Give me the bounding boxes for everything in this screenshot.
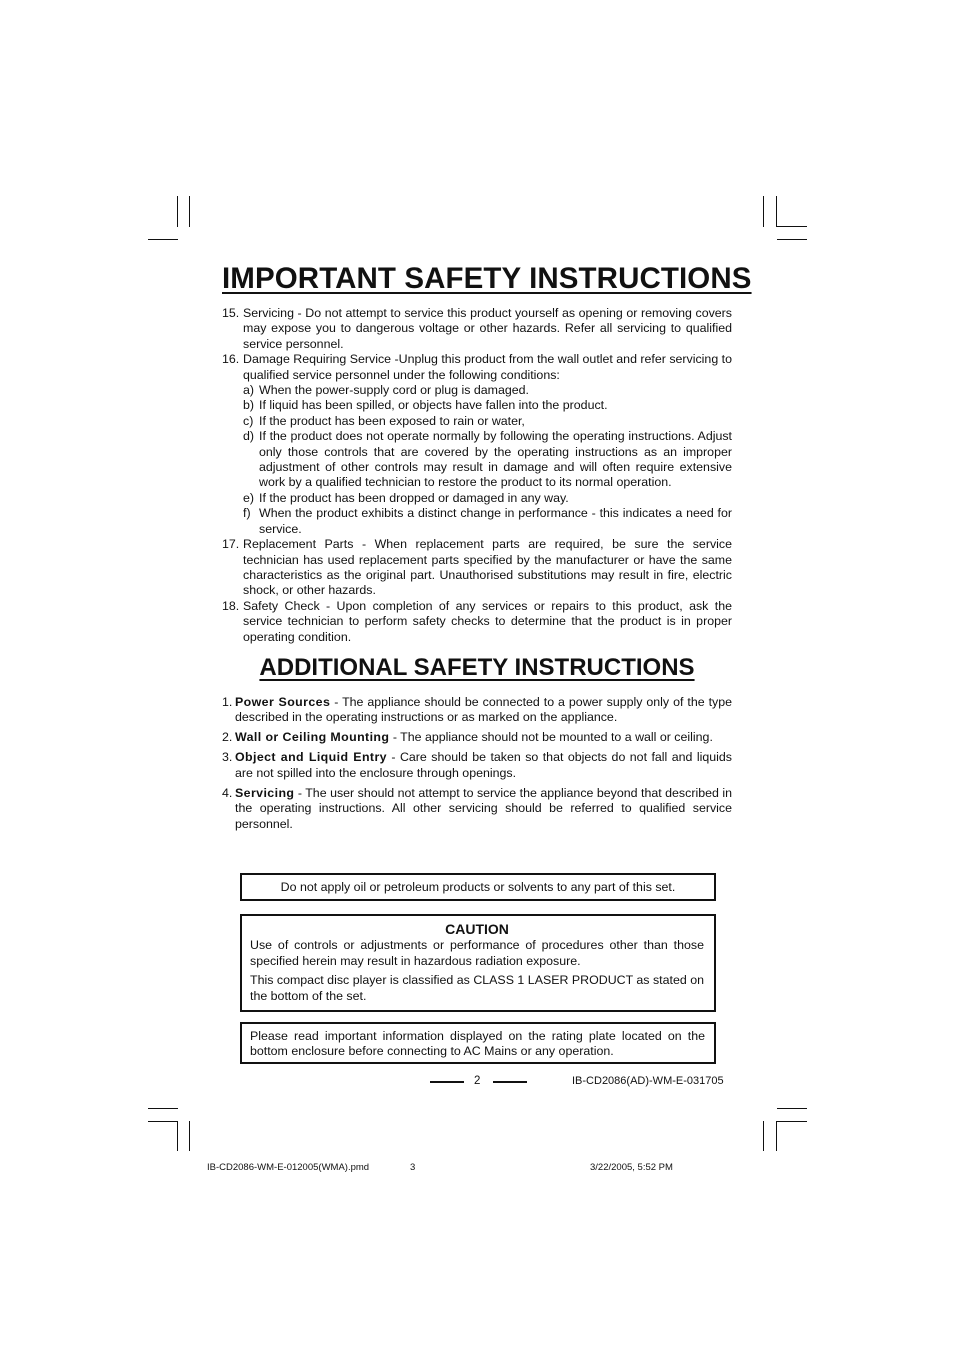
list-item — [222, 695, 732, 726]
crop-mark — [177, 1121, 178, 1151]
list-item — [222, 352, 732, 383]
sub-item-text: If the product has been dropped or damaged in any way. — [259, 490, 569, 505]
crop-mark — [763, 196, 764, 227]
item-number: 17. — [222, 537, 240, 552]
item-number: 16. — [222, 352, 240, 367]
crop-mark — [777, 1108, 807, 1109]
crop-mark — [777, 1121, 807, 1122]
crop-mark — [777, 226, 807, 227]
item-text: - The appliance should not be mounted to a wall or ceiling. — [389, 730, 713, 745]
crop-mark — [148, 1121, 178, 1122]
list-item — [222, 730, 732, 745]
item-text: Safety Check - Upon completion of any services or repairs to this product, ask the service technician to perform safety checks to determine that the product is in proper operating condition. — [243, 598, 732, 644]
item-number: 3. — [222, 750, 233, 765]
rating-plate-text: Please read important information displayed on the rating plate located on the bottom enclosure before connecting to AC Mains or any operation. — [250, 1029, 705, 1059]
crop-mark — [148, 1108, 178, 1109]
sub-item-label: d) — [243, 429, 255, 444]
page-number: 2 — [474, 1075, 481, 1087]
item-heading: Power Sources — [235, 695, 331, 709]
sub-item — [243, 383, 732, 398]
sub-item-text: If the product has been exposed to rain or water, — [259, 413, 525, 428]
caution-heading: CAUTION — [445, 921, 509, 937]
item-text: Replacement Parts - When replacement parts are required, be sure the service technician has used replacement parts specified by the manufacturer or have the same characteristics as the original part. Unauthorised substitutions may result in fire, electric shock, or other hazards. — [243, 537, 732, 598]
item-number: 1. — [222, 695, 233, 709]
item-text: Damage Requiring Service -Unplug this product from the wall outlet and refer servicing to qualified service personnel under the following conditions: — [243, 352, 732, 382]
item-heading: Object and Liquid Entry — [235, 750, 387, 765]
section-title: ADDITIONAL SAFETY INSTRUCTIONS — [259, 654, 695, 681]
sub-item-label: c) — [243, 413, 254, 428]
crop-mark — [763, 1121, 764, 1151]
footer-filename: IB-CD2086-WM-E-012005(WMA).pmd — [207, 1162, 370, 1173]
list-item — [222, 786, 732, 832]
oil-notice-box — [240, 873, 716, 901]
sub-item — [243, 414, 732, 429]
item-text: - Care should be taken so that objects do not fall and liquids are not spilled into the enclosure through openings. — [235, 750, 732, 780]
additional-safety-list — [222, 695, 732, 837]
oil-notice-text: Do not apply oil or petroleum products or solvents to any part of this set. — [280, 880, 676, 894]
page-number-rule — [430, 1081, 464, 1083]
sub-item — [243, 398, 732, 413]
sub-item-label: e) — [243, 490, 255, 505]
footer-page: 3 — [410, 1162, 416, 1173]
sub-item-text: When the product exhibits a distinct change in performance - this indicates a need for service. — [259, 506, 732, 536]
list-item — [222, 599, 732, 645]
list-item — [222, 306, 732, 352]
item-number: 4. — [222, 785, 233, 800]
footer-datetime: 3/22/2005, 5:52 PM — [590, 1162, 673, 1173]
crop-mark — [776, 196, 777, 227]
sub-item-text: If liquid has been spilled, or objects have fallen into the product. — [259, 398, 608, 413]
laser-class-text: This compact disc player is classified as CLASS 1 LASER PRODUCT as stated on the bottom of the set. — [250, 973, 704, 1003]
crop-mark — [189, 1121, 190, 1151]
important-safety-list — [222, 306, 732, 645]
caution-box — [240, 914, 716, 1012]
item-text: - The user should not attempt to service the appliance beyond that described in the operating instructions. All other servicing should be referred to qualified service personnel. — [235, 785, 732, 831]
crop-mark — [189, 196, 190, 227]
sub-item-text: When the power-supply cord or plug is damaged. — [259, 383, 529, 398]
sub-item — [243, 429, 732, 491]
item-heading: Servicing — [235, 785, 295, 800]
item-text: - The appliance should be connected to a power supply only of the type described in the operating instructions or as marked on the appliance. — [235, 695, 732, 725]
crop-mark — [148, 239, 178, 240]
sub-item-text: If the product does not operate normally by following the operating instructions. Adjust only those controls that are covered by the operating instructions as an improper adjustment of other controls may result in damage and will often require extensive work by a qualified technician to restore the product to its normal operation. — [259, 429, 732, 490]
list-item — [222, 750, 732, 781]
item-heading: Wall or Ceiling Mounting — [235, 730, 390, 745]
sub-item — [243, 506, 732, 537]
item-number: 15. — [222, 306, 240, 320]
page-number-rule — [493, 1081, 527, 1083]
item-text: Servicing - Do not attempt to service this product yourself as opening or removing covers may expose you to dangerous voltage or other hazards. Refer all servicing to qualified service personnel. — [243, 306, 732, 351]
sub-item-label: a) — [243, 383, 255, 398]
item-number: 2. — [222, 730, 233, 745]
crop-mark — [777, 239, 807, 240]
page-title: IMPORTANT SAFETY INSTRUCTIONS — [222, 262, 752, 295]
crop-mark — [177, 196, 178, 227]
sub-item — [243, 491, 732, 506]
document-code: IB-CD2086(AD)-WM-E-031705 — [572, 1075, 724, 1087]
rating-plate-notice-box — [240, 1022, 716, 1064]
item-number: 18. — [222, 598, 240, 613]
sub-item-label: f) — [243, 506, 251, 521]
list-item — [222, 537, 732, 599]
crop-mark — [776, 1121, 777, 1151]
sub-item-label: b) — [243, 398, 255, 413]
caution-text: Use of controls or adjustments or performance of procedures other than those specified herein may result in hazardous radiation exposure. — [250, 938, 704, 968]
